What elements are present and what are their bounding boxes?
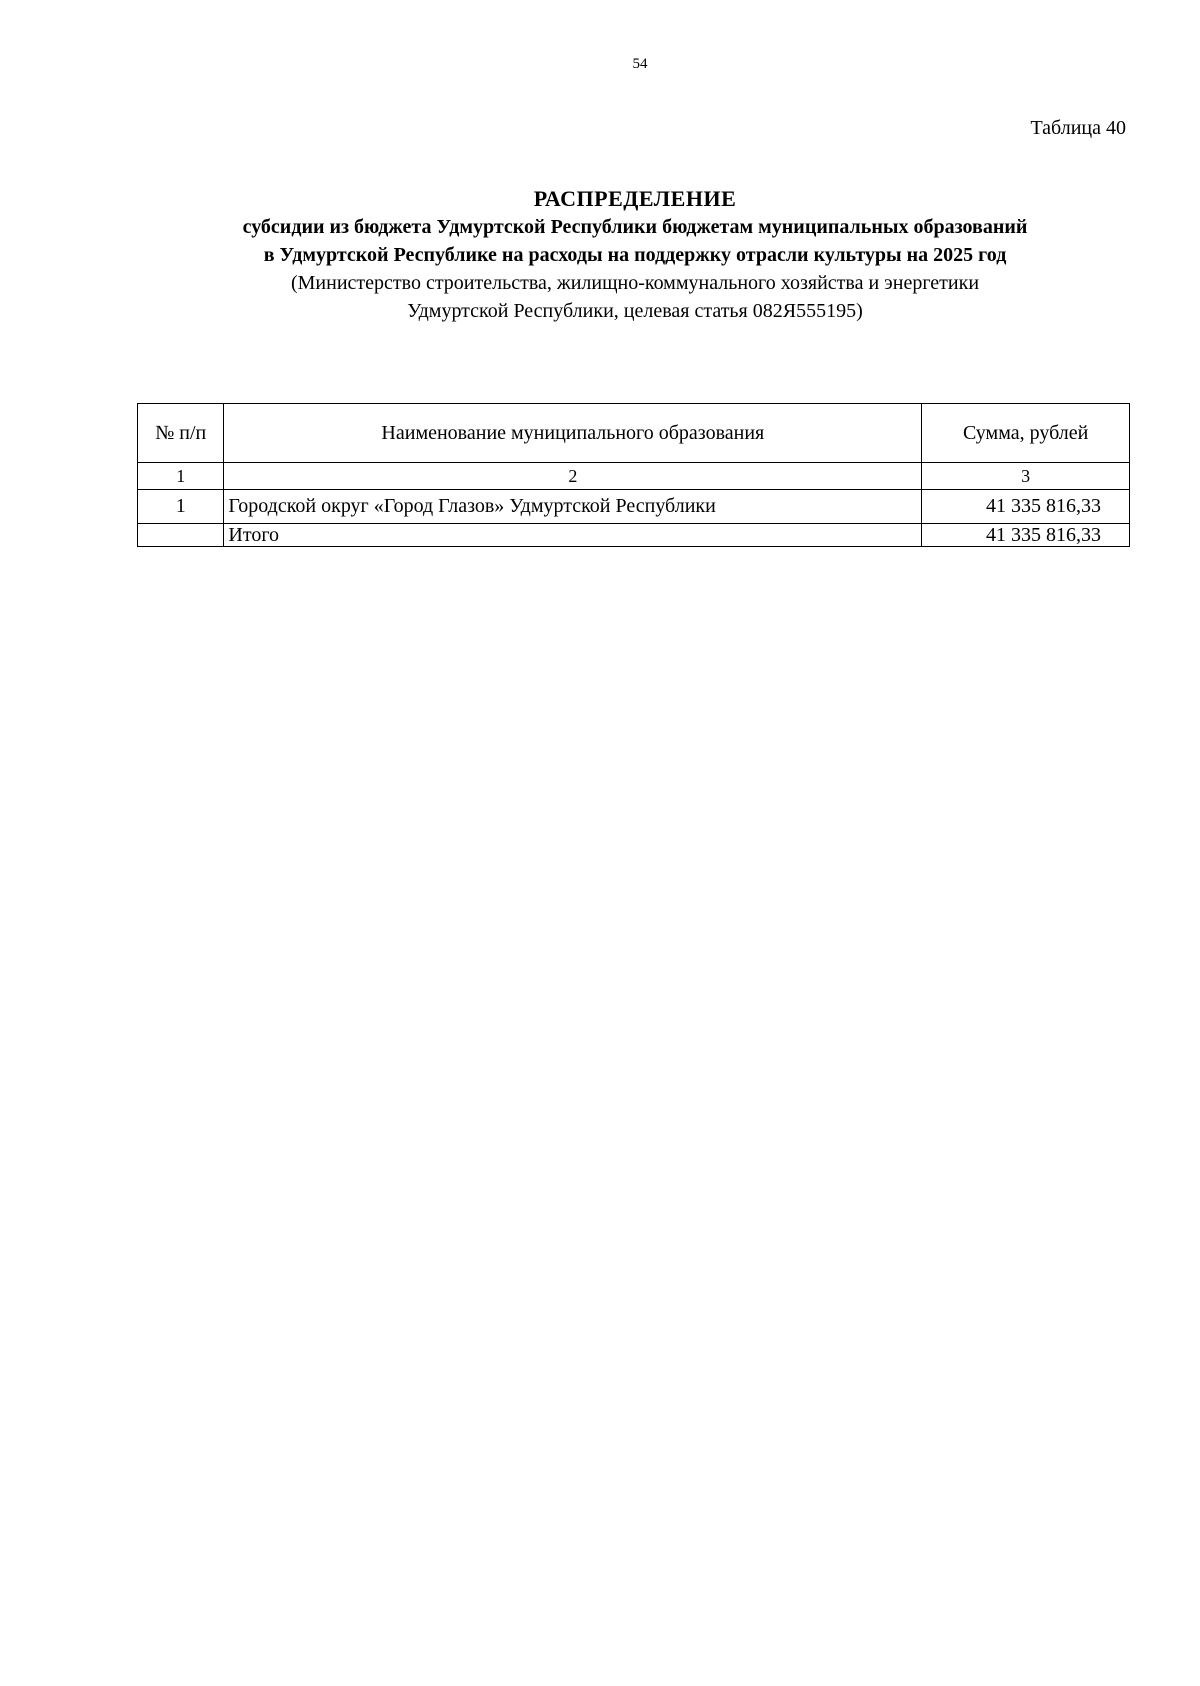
table-row <box>138 490 1130 524</box>
document-title: РАСПРЕДЕЛЕНИЕ <box>533 186 737 211</box>
column-index-3: 3 <box>922 463 1130 490</box>
title-block <box>130 185 1140 325</box>
row-num: 1 <box>138 490 224 524</box>
row-name: Городской округ «Город Глазов» Удмуртской Республики <box>224 490 922 524</box>
subtitle-line-2: в Удмуртской Республике на расходы на поддержку отрасли культуры на 2025 год <box>263 244 1007 266</box>
total-num-empty <box>138 524 224 547</box>
column-index-1: 1 <box>138 463 224 490</box>
row-sum: 41 335 816,33 <box>922 490 1130 524</box>
distribution-table <box>137 403 1130 547</box>
note-line-2: Удмуртской Республики, целевая статья 082Я555195) <box>407 300 863 322</box>
header-num: № п/п <box>138 404 224 463</box>
note-line-1: (Министерство строительства, жилищно-коммунального хозяйства и энергетики <box>290 272 980 294</box>
table-header-row <box>138 404 1130 463</box>
header-name: Наименование муниципального образования <box>224 404 922 463</box>
column-index-2: 2 <box>224 463 922 490</box>
total-row <box>138 524 1130 547</box>
page-number: 54 <box>632 56 648 72</box>
table-label: Таблица 40 <box>1030 117 1126 139</box>
header-sum: Сумма, рублей <box>922 404 1130 463</box>
subtitle-line-1: субсидии из бюджета Удмуртской Республики бюджетам муниципальных образований <box>242 216 1028 238</box>
total-label: Итого <box>224 524 922 547</box>
column-index-row <box>138 463 1130 490</box>
total-sum: 41 335 816,33 <box>922 524 1130 547</box>
